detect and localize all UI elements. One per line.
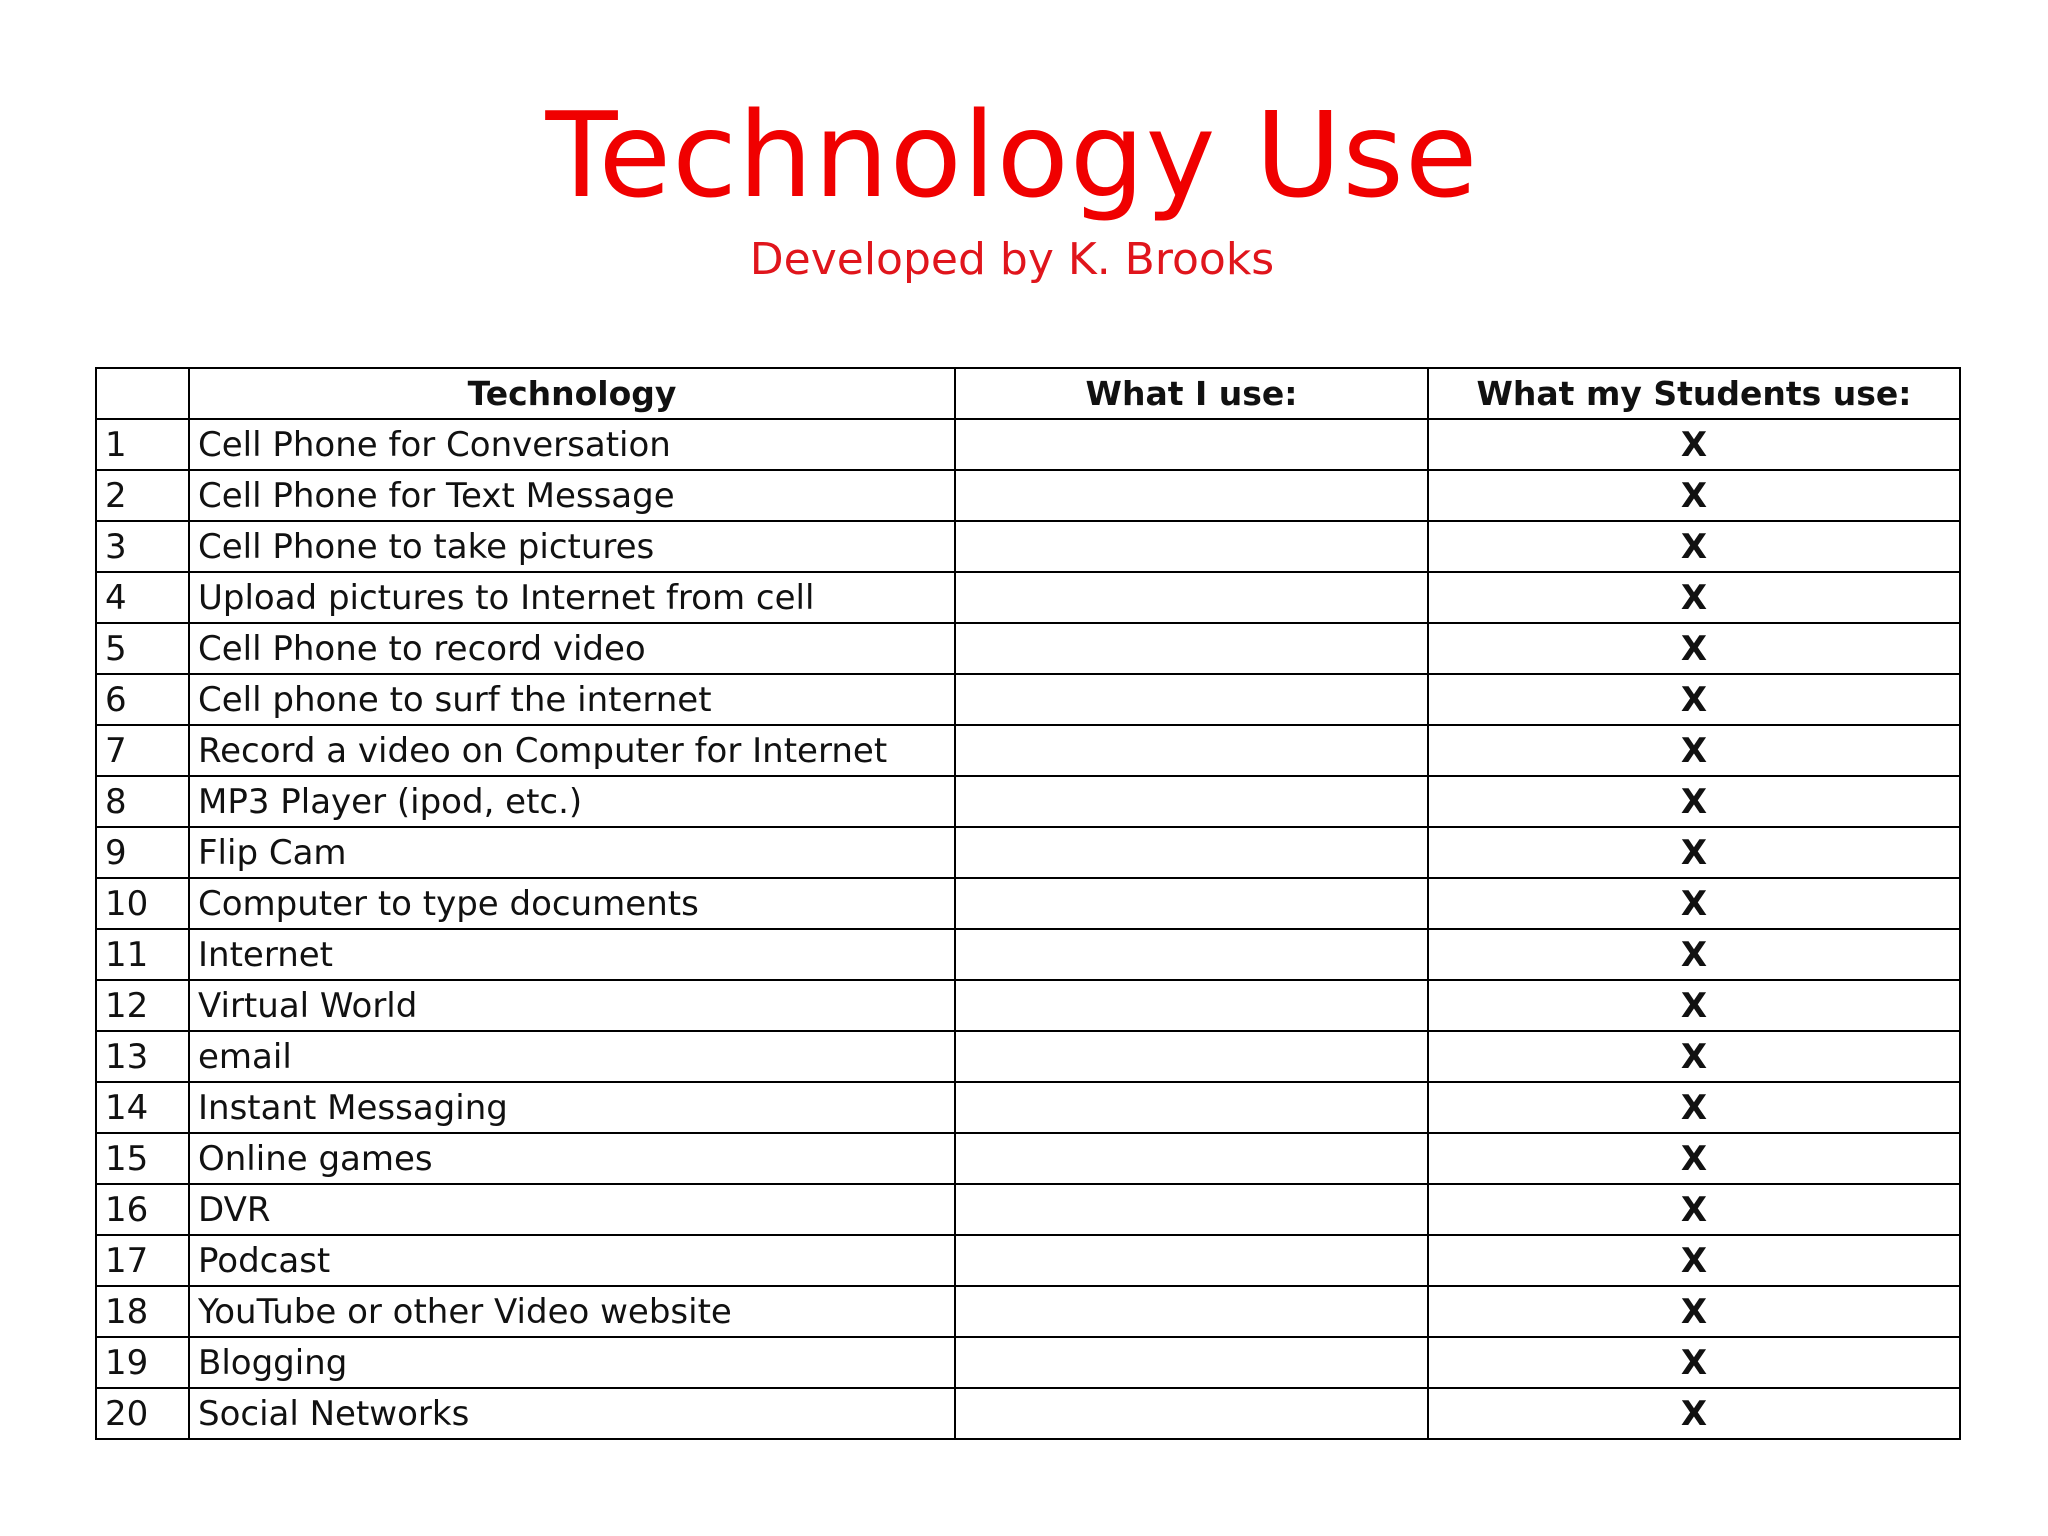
what-i-use-cell	[955, 419, 1428, 470]
table-row	[96, 1082, 1960, 1133]
technology-cell: Podcast	[189, 1235, 955, 1286]
students-use-cell: X	[1428, 980, 1960, 1031]
table-row	[96, 1388, 1960, 1439]
technology-cell: email	[189, 1031, 955, 1082]
students-use-cell: X	[1428, 725, 1960, 776]
technology-cell: Flip Cam	[189, 827, 955, 878]
what-i-use-cell	[955, 521, 1428, 572]
what-i-use-cell	[955, 878, 1428, 929]
column-header-what-i-use: What I use:	[955, 368, 1428, 419]
students-use-cell: X	[1428, 1133, 1960, 1184]
row-number: 2	[96, 470, 189, 521]
students-use-cell: X	[1428, 1031, 1960, 1082]
row-number: 17	[96, 1235, 189, 1286]
row-number: 20	[96, 1388, 189, 1439]
technology-cell: Virtual World	[189, 980, 955, 1031]
technology-cell: Record a video on Computer for Internet	[189, 725, 955, 776]
technology-cell: Computer to type documents	[189, 878, 955, 929]
row-number: 3	[96, 521, 189, 572]
column-header-what-my-students-use: What my Students use:	[1428, 368, 1960, 419]
technology-cell: Internet	[189, 929, 955, 980]
students-use-cell: X	[1428, 1388, 1960, 1439]
what-i-use-cell	[955, 827, 1428, 878]
what-i-use-cell	[955, 1337, 1428, 1388]
technology-table	[95, 367, 1961, 1440]
row-number: 7	[96, 725, 189, 776]
row-number: 13	[96, 1031, 189, 1082]
row-number: 8	[96, 776, 189, 827]
table-body	[96, 419, 1960, 1439]
students-use-cell: X	[1428, 1235, 1960, 1286]
technology-cell: Online games	[189, 1133, 955, 1184]
technology-cell: Cell Phone to take pictures	[189, 521, 955, 572]
what-i-use-cell	[955, 1133, 1428, 1184]
row-number: 18	[96, 1286, 189, 1337]
technology-cell: Cell Phone to record video	[189, 623, 955, 674]
row-number: 5	[96, 623, 189, 674]
technology-cell: Cell phone to surf the internet	[189, 674, 955, 725]
table-row	[96, 521, 1960, 572]
what-i-use-cell	[955, 980, 1428, 1031]
what-i-use-cell	[955, 674, 1428, 725]
column-header-technology: Technology	[189, 368, 955, 419]
technology-cell: DVR	[189, 1184, 955, 1235]
what-i-use-cell	[955, 470, 1428, 521]
students-use-cell: X	[1428, 674, 1960, 725]
what-i-use-cell	[955, 1235, 1428, 1286]
table-row	[96, 980, 1960, 1031]
students-use-cell: X	[1428, 929, 1960, 980]
row-number: 1	[96, 419, 189, 470]
students-use-cell: X	[1428, 419, 1960, 470]
what-i-use-cell	[955, 572, 1428, 623]
what-i-use-cell	[955, 1031, 1428, 1082]
technology-cell: Social Networks	[189, 1388, 955, 1439]
row-number: 14	[96, 1082, 189, 1133]
table-header-row	[96, 368, 1960, 419]
students-use-cell: X	[1428, 878, 1960, 929]
technology-cell: Upload pictures to Internet from cell	[189, 572, 955, 623]
what-i-use-cell	[955, 1286, 1428, 1337]
students-use-cell: X	[1428, 776, 1960, 827]
table-row	[96, 470, 1960, 521]
technology-cell: Instant Messaging	[189, 1082, 955, 1133]
row-number: 16	[96, 1184, 189, 1235]
row-number: 4	[96, 572, 189, 623]
table-row	[96, 572, 1960, 623]
table-row	[96, 1184, 1960, 1235]
table-row	[96, 1235, 1960, 1286]
table-row	[96, 1133, 1960, 1184]
page-title: Technology Use	[545, 86, 1479, 224]
row-number: 12	[96, 980, 189, 1031]
table-row	[96, 1286, 1960, 1337]
technology-cell: Blogging	[189, 1337, 955, 1388]
what-i-use-cell	[955, 1388, 1428, 1439]
students-use-cell: X	[1428, 572, 1960, 623]
table-row	[96, 1031, 1960, 1082]
page-subtitle: Developed by K. Brooks	[749, 234, 1275, 285]
technology-cell: MP3 Player (ipod, etc.)	[189, 776, 955, 827]
technology-cell: Cell Phone for Text Message	[189, 470, 955, 521]
table-row	[96, 929, 1960, 980]
table-row	[96, 776, 1960, 827]
what-i-use-cell	[955, 929, 1428, 980]
students-use-cell: X	[1428, 1286, 1960, 1337]
what-i-use-cell	[955, 1082, 1428, 1133]
table-row	[96, 1337, 1960, 1388]
students-use-cell: X	[1428, 521, 1960, 572]
table-row	[96, 725, 1960, 776]
table-row	[96, 419, 1960, 470]
row-number: 19	[96, 1337, 189, 1388]
students-use-cell: X	[1428, 1184, 1960, 1235]
table-row	[96, 878, 1960, 929]
what-i-use-cell	[955, 776, 1428, 827]
row-number: 9	[96, 827, 189, 878]
students-use-cell: X	[1428, 470, 1960, 521]
what-i-use-cell	[955, 1184, 1428, 1235]
table-row	[96, 674, 1960, 725]
row-number: 11	[96, 929, 189, 980]
table-row	[96, 827, 1960, 878]
row-number: 6	[96, 674, 189, 725]
students-use-cell: X	[1428, 1337, 1960, 1388]
table-row	[96, 623, 1960, 674]
what-i-use-cell	[955, 725, 1428, 776]
row-number: 10	[96, 878, 189, 929]
technology-cell: YouTube or other Video website	[189, 1286, 955, 1337]
technology-cell: Cell Phone for Conversation	[189, 419, 955, 470]
column-header-number	[96, 368, 189, 419]
students-use-cell: X	[1428, 623, 1960, 674]
students-use-cell: X	[1428, 1082, 1960, 1133]
what-i-use-cell	[955, 623, 1428, 674]
row-number: 15	[96, 1133, 189, 1184]
students-use-cell: X	[1428, 827, 1960, 878]
